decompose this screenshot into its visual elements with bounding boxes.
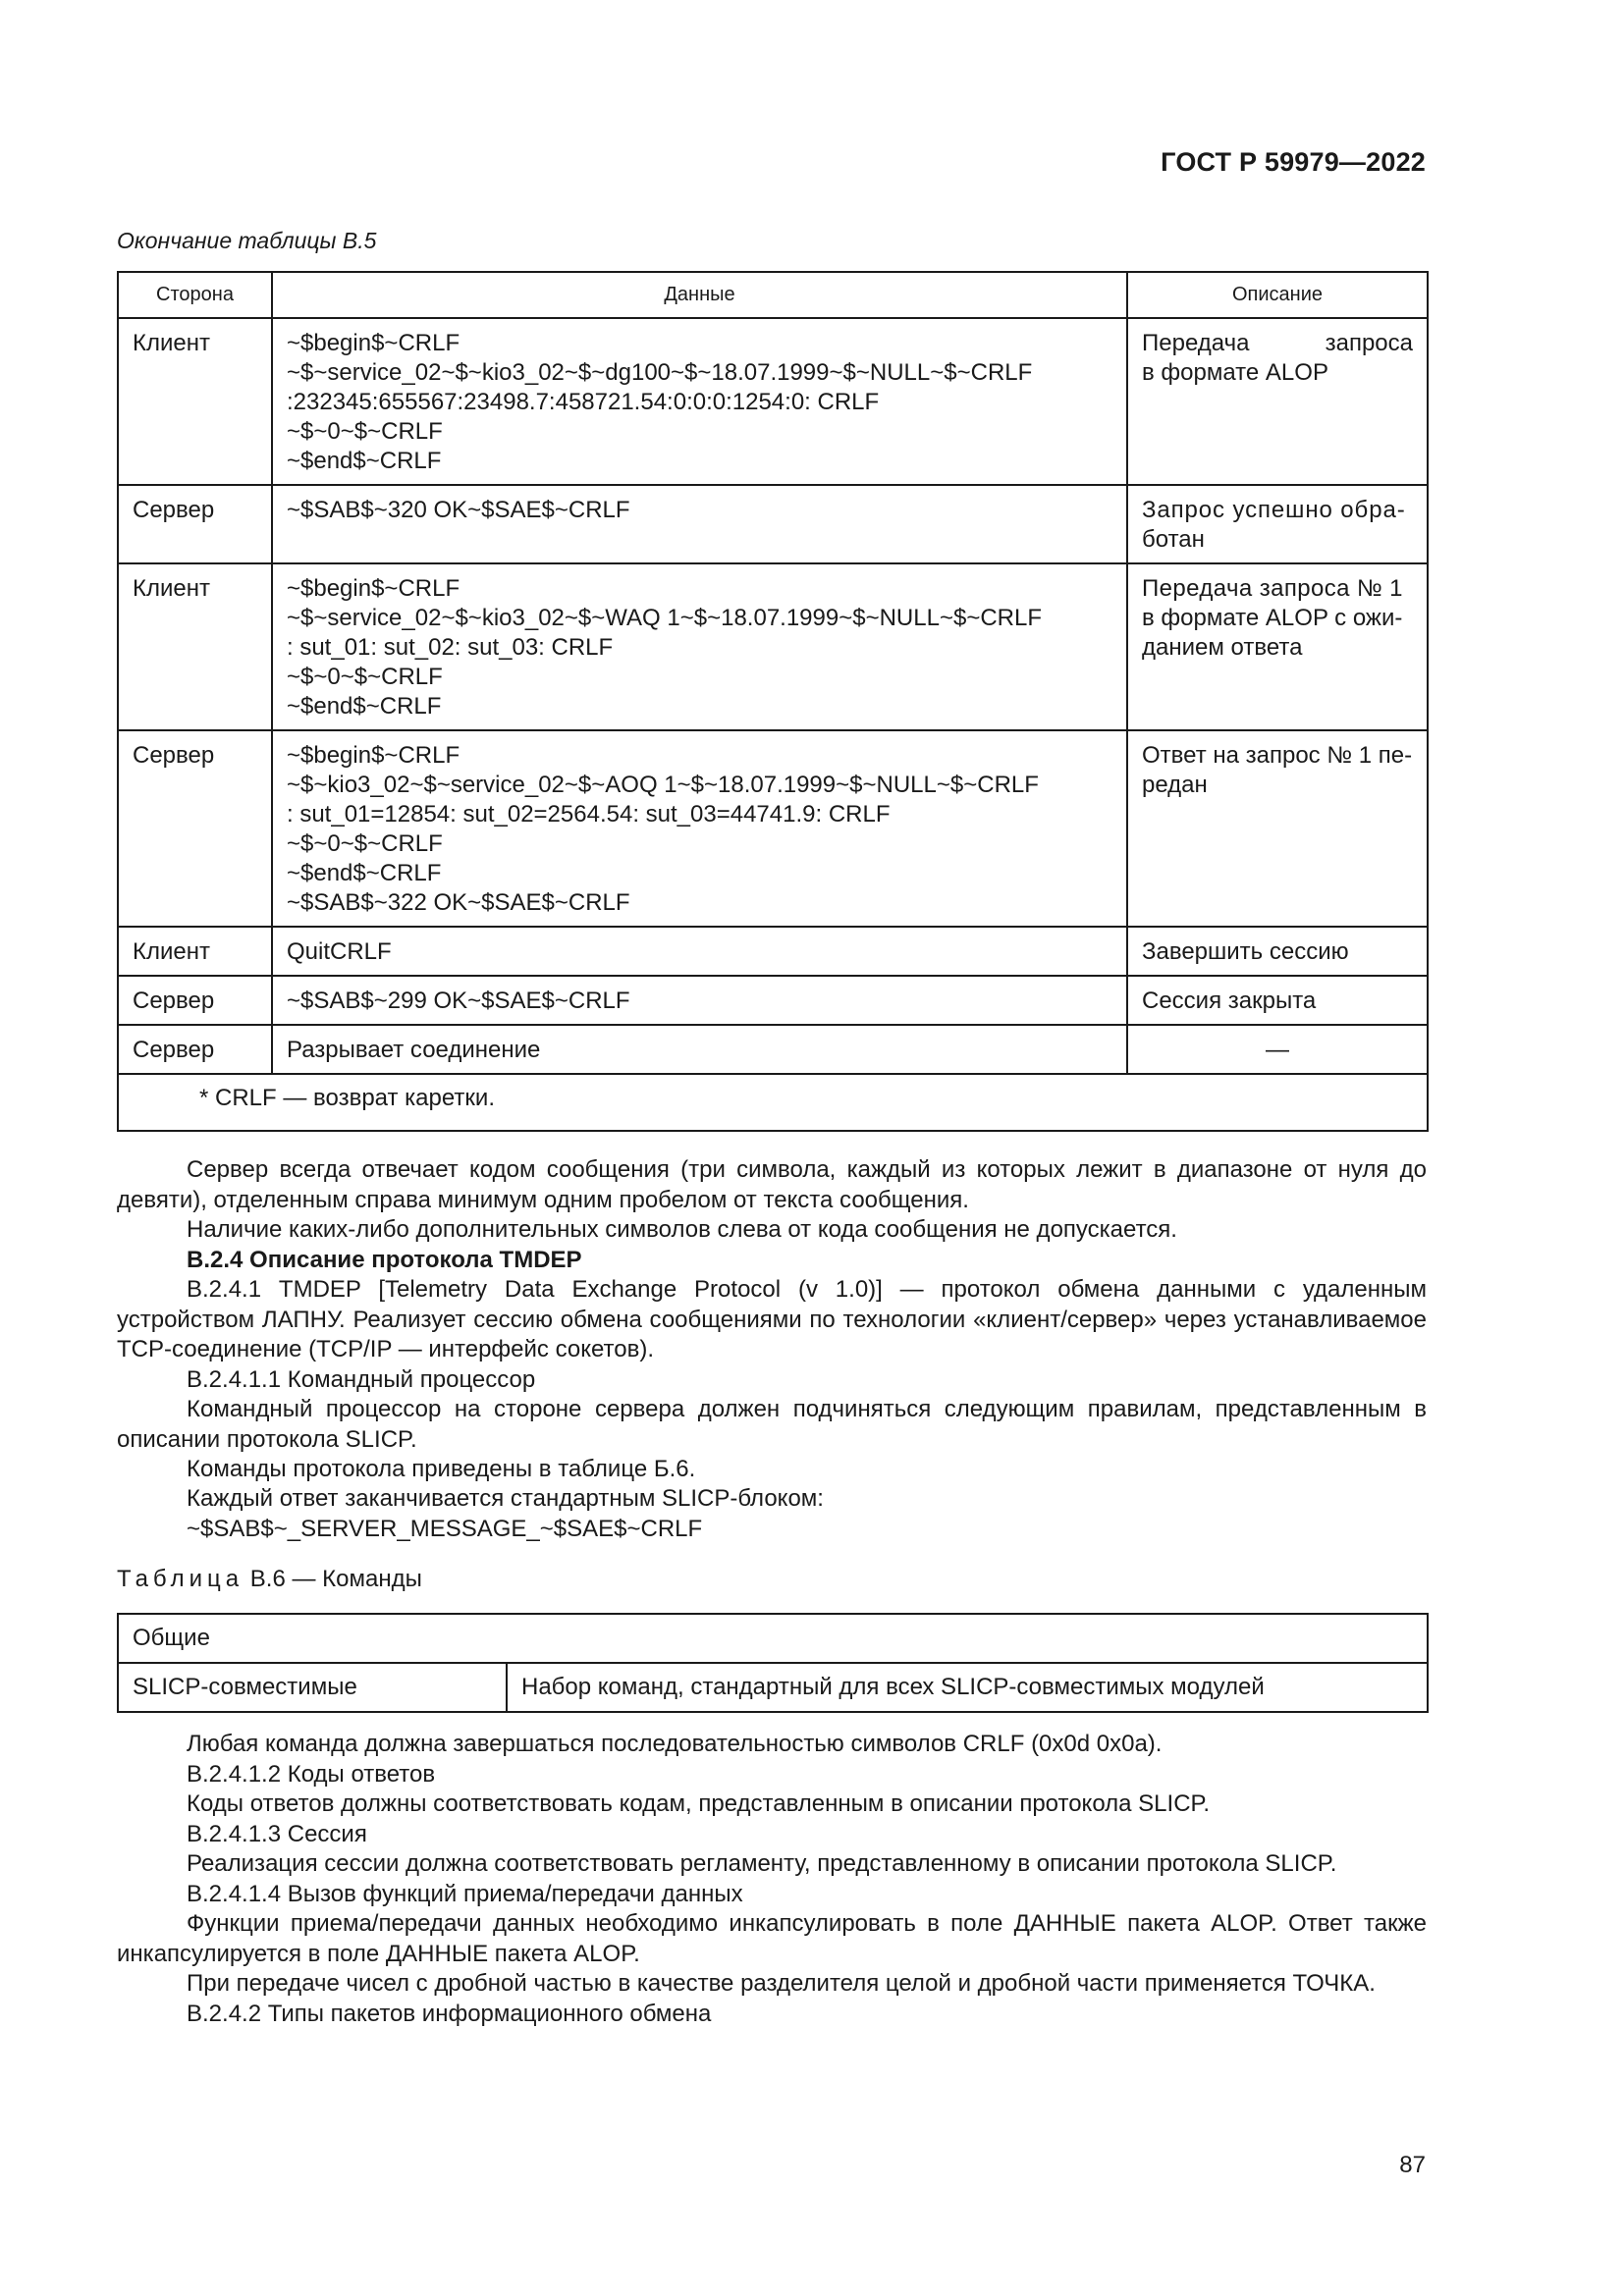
table-row: [118, 485, 1428, 563]
cell-data: [272, 976, 1127, 1025]
table-row: [118, 976, 1428, 1025]
code-line: [117, 1515, 1427, 1545]
table-footnote: * CRLF — возврат каретки.: [118, 1074, 1428, 1131]
table-continuation-caption: Окончание таблицы В.5: [117, 228, 377, 253]
table-row: [118, 1663, 1428, 1712]
description-line: Передача запроса № 1: [1142, 575, 1403, 602]
cell-description: [1127, 1025, 1428, 1074]
paragraph-text: Команды протокола приведены в таблице Б.6.: [187, 1456, 696, 1482]
description-line: [1142, 329, 1413, 358]
heading-text: В.2.4.1.4 Вызов функций приема/передачи данных: [187, 1881, 743, 1907]
description-line: Запрос успешно обра-: [1142, 497, 1406, 523]
paragraph: [117, 1215, 1427, 1246]
cell-side: Сервер: [118, 730, 272, 927]
paragraph: [117, 1395, 1427, 1455]
cell-description: [1127, 976, 1428, 1025]
paragraph-text: Коды ответов должны соответствовать кодам, представленным в описании протокола SLICP.: [187, 1790, 1211, 1817]
cell-side: Клиент: [118, 927, 272, 976]
data-line: ~$begin$~CRLF: [287, 742, 460, 769]
cell-description: [1127, 485, 1428, 563]
data-line: ~$~0~$~CRLF: [287, 830, 443, 857]
data-line: QuitCRLF: [287, 938, 392, 965]
subsection-heading: [117, 1365, 1427, 1396]
cell-description: [1127, 927, 1428, 976]
heading-text: В.2.4.1.3 Сессия: [187, 1821, 367, 1847]
table-row: [118, 1025, 1428, 1074]
paragraph-text: В.2.4.1 TMDEP [Telemetry Data Exchange Protocol (v 1.0)] — протокол обмена данными с удаленным устройством ЛАПНУ. Реализует сессию обмена сообщениями по технологии «клиент/сервер» через устанавливаемое TCP-соединение (TCP/IP — интерфейс сокетов).: [117, 1276, 1427, 1362]
cell-data: [272, 730, 1127, 927]
paragraph-text: Любая команда должна завершаться последовательностью символов CRLF (0x0d 0x0a).: [187, 1731, 1163, 1757]
paragraph: [117, 1155, 1427, 1215]
data-line: :232345:655567:23498.7:458721.54:0:0:0:1254:0: CRLF: [287, 389, 880, 415]
table-b6: [117, 1613, 1429, 1713]
paragraph-text: Каждый ответ заканчивается стандартным SLICP-блоком:: [187, 1485, 824, 1512]
paragraph-text: Сервер всегда отвечает кодом сообщения (три символа, каждый из которых лежит в диапазоне от нуля до девяти), отделенным справа минимум одним пробелом от текста сообщения.: [117, 1156, 1427, 1213]
paragraph-text: Реализация сессии должна соответствовать регламенту, представленному в описании протокола SLICP.: [187, 1850, 1337, 1877]
table-group-row: [118, 1614, 1428, 1663]
description-line: ботан: [1142, 526, 1205, 553]
cell-description: [1127, 318, 1428, 485]
standard-title: ГОСТ Р 59979—2022: [1161, 147, 1426, 177]
data-line: ~$SAB$~299 OK~$SAE$~CRLF: [287, 988, 630, 1014]
column-header-description: Описание: [1127, 272, 1428, 318]
cell-side: Сервер: [118, 1025, 272, 1074]
description-line: Завершить сессию: [1142, 938, 1349, 965]
data-line: ~$SAB$~320 OK~$SAE$~CRLF: [287, 497, 630, 523]
data-line: : sut_01: sut_02: sut_03: CRLF: [287, 634, 614, 661]
description-line: данием ответа: [1142, 634, 1303, 661]
column-header-data: Данные: [272, 272, 1127, 318]
cell-description: Набор команд, стандартный для всех SLICP-совместимых модулей: [507, 1663, 1428, 1712]
data-line: ~$~service_02~$~kio3_02~$~WAQ 1~$~18.07.1999~$~NULL~$~CRLF: [287, 605, 1043, 631]
cell-group: Общие: [118, 1614, 1428, 1663]
page-number: 87: [1399, 2152, 1426, 2178]
paragraph-text: Командный процессор на стороне сервера должен подчиняться следующим правилам, представленным в описании протокола SLICP.: [117, 1396, 1427, 1453]
subsection-heading: [117, 1760, 1427, 1790]
table-b6-caption: [117, 1565, 422, 1594]
table-b5: [117, 271, 1429, 1132]
data-line: ~$~kio3_02~$~service_02~$~AOQ 1~$~18.07.1999~$~NULL~$~CRLF: [287, 772, 1039, 798]
data-line: ~$SAB$~322 OK~$SAE$~CRLF: [287, 889, 630, 916]
cell-data: [272, 927, 1127, 976]
paragraph: [117, 1849, 1427, 1880]
paragraph-text: Функции приема/передачи данных необходимо инкапсулировать в поле ДАННЫЕ пакета ALOP. Ответ также инкапсулируется в поле ДАННЫЕ пакета ALOP.: [117, 1910, 1427, 1967]
description-line: в формате ALOP: [1142, 359, 1328, 386]
table-caption-label: Таблица: [117, 1566, 244, 1592]
description-word: Передача: [1142, 330, 1250, 356]
data-line: Разрывает соединение: [287, 1037, 541, 1063]
cell-description: [1127, 563, 1428, 730]
cell-side: Сервер: [118, 976, 272, 1025]
paragraph: [117, 1909, 1427, 1969]
paragraph: [117, 1789, 1427, 1820]
table-row: [118, 318, 1428, 485]
paragraph: [117, 1484, 1427, 1515]
heading-text: В.2.4.1.2 Коды ответов: [187, 1761, 436, 1788]
table-header-row: [118, 272, 1428, 318]
table-row: [118, 730, 1428, 927]
cell-data: [272, 563, 1127, 730]
subsection-heading: [117, 1820, 1427, 1850]
paragraph: [117, 1730, 1427, 1760]
code-text: ~$SAB$~_SERVER_MESSAGE_~$SAE$~CRLF: [187, 1516, 703, 1542]
paragraph: [117, 1969, 1427, 2000]
description-line: —: [1266, 1037, 1289, 1063]
cell-side: Клиент: [118, 318, 272, 485]
data-line: ~$end$~CRLF: [287, 860, 442, 886]
table-caption-text: В.6 — Команды: [244, 1566, 422, 1592]
paragraph-text: Наличие каких-либо дополнительных символов слева от кода сообщения не допускается.: [187, 1216, 1177, 1243]
subsection-heading: [117, 1880, 1427, 1910]
data-line: ~$end$~CRLF: [287, 693, 442, 720]
column-header-side: Сторона: [118, 272, 272, 318]
heading-text: В.2.4.1.1 Командный процессор: [187, 1366, 536, 1393]
cell-description: [1127, 730, 1428, 927]
heading-text: В.2.4 Описание протокола TMDEP: [187, 1247, 582, 1273]
table-row: [118, 927, 1428, 976]
cell-data: [272, 485, 1127, 563]
data-line: ~$begin$~CRLF: [287, 330, 460, 356]
description-line: Сессия закрыта: [1142, 988, 1317, 1014]
cell-command-group: SLICP-совместимые: [118, 1663, 507, 1712]
description-line: Ответ на запрос № 1 пе-: [1142, 742, 1413, 769]
description-word: запроса: [1325, 330, 1413, 356]
paragraph: [117, 1455, 1427, 1485]
data-line: ~$begin$~CRLF: [287, 575, 460, 602]
data-line: : sut_01=12854: sut_02=2564.54: sut_03=44741.9: CRLF: [287, 801, 891, 828]
data-line: ~$~service_02~$~kio3_02~$~dg100~$~18.07.1999~$~NULL~$~CRLF: [287, 359, 1033, 386]
description-line: редан: [1142, 772, 1208, 798]
paragraph-text: При передаче чисел с дробной частью в качестве разделителя целой и дробной части применяется ТОЧКА.: [187, 1970, 1376, 1997]
heading-text: В.2.4.2 Типы пакетов информационного обмена: [187, 2001, 712, 2027]
data-line: ~$~0~$~CRLF: [287, 418, 443, 445]
cell-data: [272, 1025, 1127, 1074]
cell-side: Клиент: [118, 563, 272, 730]
table-footnote-row: [118, 1074, 1428, 1131]
description-line: в формате ALOP с ожи-: [1142, 605, 1403, 631]
cell-data: [272, 318, 1127, 485]
data-line: ~$~0~$~CRLF: [287, 664, 443, 690]
table-row: [118, 563, 1428, 730]
data-line: ~$end$~CRLF: [287, 448, 442, 474]
section-heading: [117, 1246, 1427, 1276]
cell-side: Сервер: [118, 485, 272, 563]
paragraph: [117, 1275, 1427, 1365]
subsection-heading: [117, 2000, 1427, 2030]
